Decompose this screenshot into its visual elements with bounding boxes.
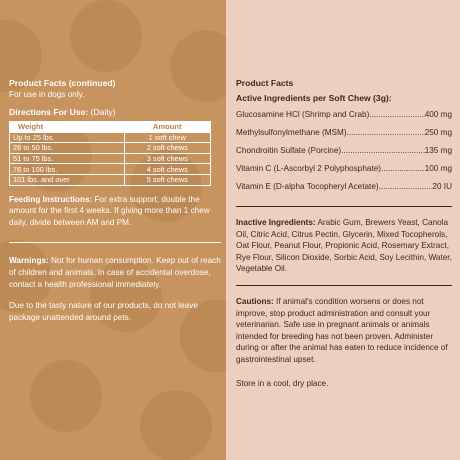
amount-cell: 5 soft chews [124,174,210,185]
ingredient-amount: 20 IU [432,182,452,191]
ingredient-name: Methylsulfonylmethane (MSM) [236,128,347,137]
inactive-ingredients: Inactive Ingredients: Arabic Gum, Brewers Yeast, Canola Oil, Citric Acid, Citrus Pectin, Glycerin, Mixed Tocopherols, Oat Flour, Peanut Flour, Propionic Acid, Rosemary Extract, Rye Flour, Silicon Dioxide, Sorbic Acid, Soy Lecithin, Water, Vegetable Oil. [236,218,452,274]
table-row [10,164,211,175]
ingredient-row [236,124,452,142]
table-row [10,143,211,154]
active-ingredients-heading: Active Ingredients per Soft Chew (3g): [236,93,392,103]
weight-cell: 51 to 75 lbs. [10,153,125,164]
feeding-instructions: Feeding Instructions: For extra support, double the amount for the first 4 weeks. If giving more than 1 chew daily, divide between AM and PM. [9,194,210,227]
amount-cell: 1 soft chew [124,132,210,143]
weight-cell: Up to 25 lbs. [10,132,125,143]
dosage-table [9,121,211,186]
product-facts-heading: Product Facts [236,78,294,88]
ingredient-name: Chondroitin Sulfate (Porcine) [236,146,342,155]
cautions-text: Cautions: If animal's condition worsens or does not improve, stop product administration and consult your veterinarian. Safe use in pregnant animals or animals intended for breeding has not been proven. Administer during or after the animal has eaten to reduce incidence of gastrointestinal upset. [236,296,448,364]
ingredient-name: Vitamin E (D-alpha Tocopheryl Acetate) [236,182,379,191]
ingredient-row [236,142,452,160]
amount-column-header: Amount [124,121,210,132]
paw-print-pattern [30,360,102,432]
weight-cell: 76 to 100 lbs. [10,164,125,175]
weight-cell: 26 to 50 lbs. [10,143,125,154]
table-row [10,132,211,143]
product-facts-continued-panel [0,0,226,460]
amount-cell: 2 soft chews [124,143,210,154]
ingredient-amount: 250 mg [424,128,452,137]
weight-column-header: Weight [10,121,125,132]
ingredient-row [236,178,452,196]
storage-note: Store in a cool, dry place. [236,378,329,388]
directions-heading: Directions For Use: (Daily) [9,106,116,117]
ingredient-row [236,160,452,178]
ingredient-amount: 400 mg [424,110,452,119]
paw-print-pattern [70,0,142,72]
weight-cell: 101 lbs. and over [10,174,125,185]
facts-continued-heading: Product Facts (continued) [9,78,116,88]
paw-print-pattern [140,390,212,460]
tasty-warning: Due to the tasty nature of our products, do not leave package unattended around pets. [9,301,198,322]
amount-cell: 4 soft chews [124,164,210,175]
left-column-content [9,78,221,323]
table-row [10,174,211,185]
ingredient-row [236,106,452,124]
product-facts-column [236,78,452,389]
ingredient-name: Vitamin C (L-Ascorbyl 2 Polyphosphate) [236,164,382,173]
amount-cell: 3 soft chews [124,153,210,164]
ingredient-amount: 135 mg [424,146,452,155]
warnings-text: Warnings: Not for human consumption. Keep out of reach of children and animals. In case of accidental overdose, contact a health professional immediately. [9,256,221,289]
ingredient-name: Glucosamine HCl (Shrimp and Crab) [236,110,370,119]
table-row [10,153,211,164]
ingredient-amount: 100 mg [424,164,452,173]
use-note: For use in dogs only. [9,90,85,99]
